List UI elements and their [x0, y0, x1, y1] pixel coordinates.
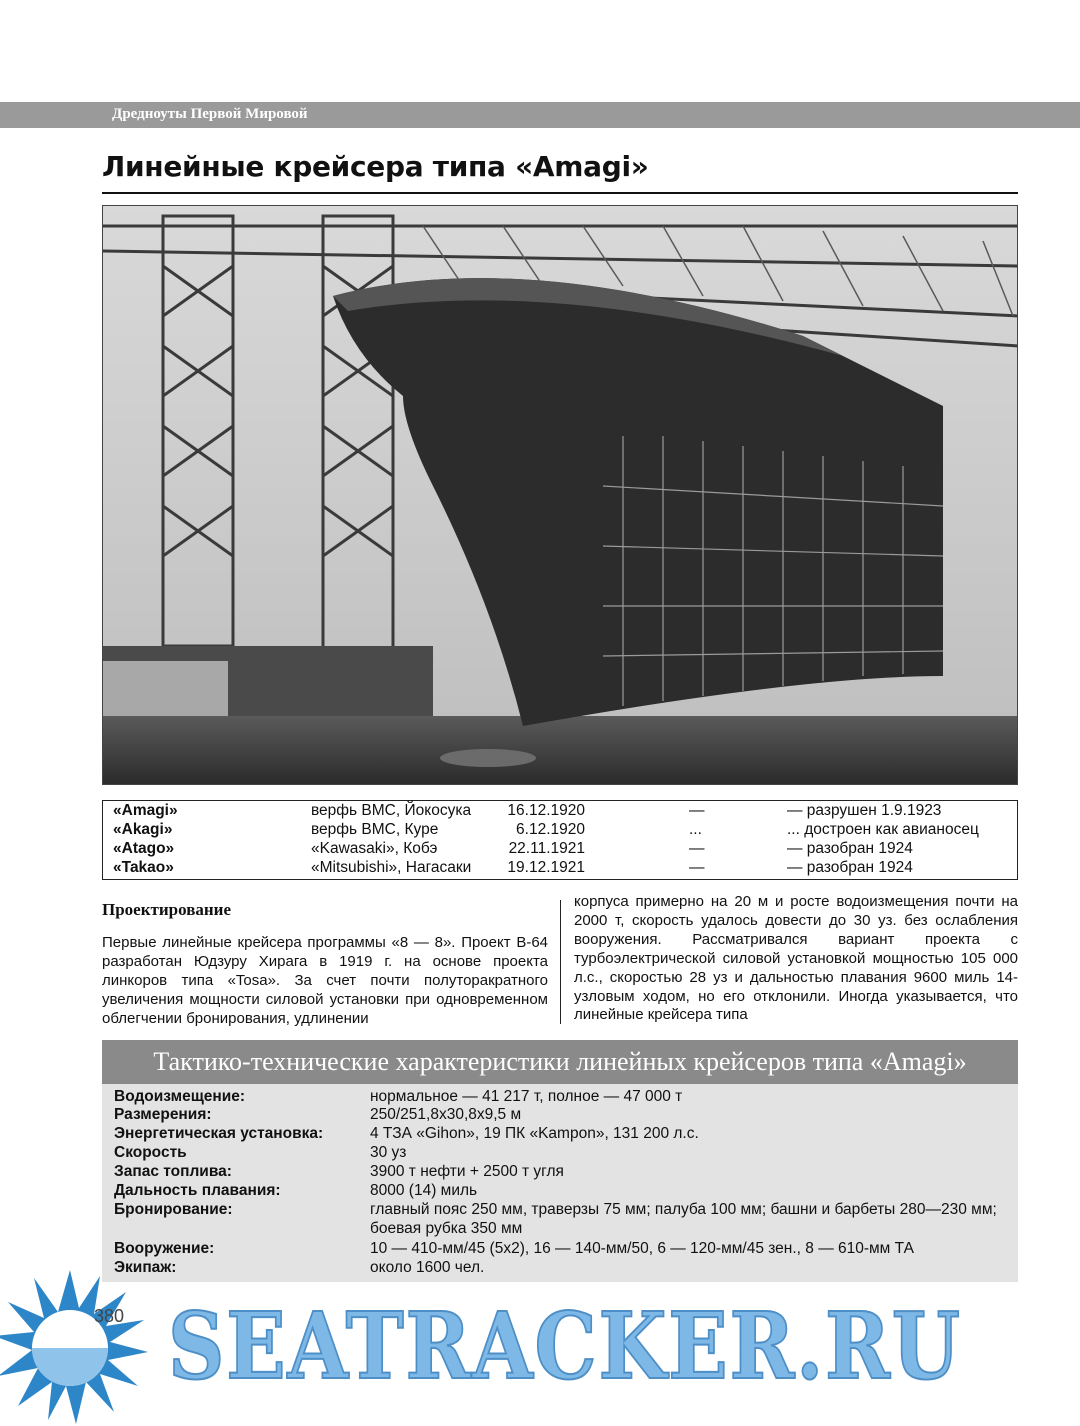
- ship-mid: ...: [689, 821, 702, 838]
- spec-value: около 1600 чел.: [370, 1259, 485, 1276]
- spec-label: Водоизмещение:: [114, 1088, 246, 1105]
- spec-value: 8000 (14) миль: [370, 1182, 478, 1199]
- ship-name: «Amagi»: [113, 802, 178, 819]
- ship-fate: — разрушен 1.9.1923: [787, 802, 942, 819]
- ship-fate: ... достроен как авианосец: [787, 821, 979, 838]
- design-paragraph-right: корпуса примерно на 20 м и росте водоизмещения почти на 2000 т, скорость удалось довести до 30 уз. без ослабления вооружения. Рассматривался вариант проекта с турбоэлектрической силовой установкой мощностью 105 000 л.с., скоростью 28 уз и дальностью плавания 9600 миль 14-узловым ходом, но его отклонили. Иногда указывается, что линейные крейсера типа: [574, 893, 1018, 1024]
- ship-date: 6.12.1920: [516, 821, 585, 838]
- ship-name: «Atago»: [113, 840, 175, 857]
- column-divider: [560, 900, 561, 1024]
- ship-name: «Akagi»: [113, 821, 173, 838]
- spec-value: 4 ТЗА «Gihon», 19 ПК «Kampon», 131 200 л.с.: [370, 1125, 699, 1142]
- section-bar: [0, 102, 1080, 128]
- spec-value: 10 — 410-мм/45 (5х2), 16 — 140-мм/50, 6 — 120-мм/45 зен., 8 — 610-мм ТА: [370, 1240, 914, 1257]
- ship-mid: —: [689, 859, 705, 876]
- spec-value: 3900 т нефти + 2500 т угля: [370, 1163, 564, 1180]
- ship-fate: — разобран 1924: [787, 840, 913, 857]
- spec-label: Скорость: [114, 1144, 187, 1161]
- specs-header: [102, 1040, 1018, 1084]
- spec-value: нормальное — 41 217 т, полное — 47 000 т: [370, 1088, 683, 1105]
- design-left-column: [102, 900, 548, 1029]
- ship-under-construction-illustration: [103, 206, 1018, 785]
- ship-yard: «Kawasaki», Кобэ: [311, 840, 438, 857]
- ship-yard: «Mitsubishi», Нагасаки: [311, 859, 472, 876]
- ship-row: [103, 802, 1017, 820]
- spec-label: Размерения:: [114, 1106, 212, 1123]
- ship-yard: верфь ВМС, Йокосука: [311, 802, 472, 819]
- spec-value: 30 уз: [370, 1144, 407, 1161]
- spec-label: Дальность плавания:: [114, 1182, 281, 1199]
- spec-label: Бронирование:: [114, 1201, 233, 1218]
- ship-yard: верфь ВМС, Куре: [311, 821, 439, 838]
- ship-date: 19.12.1921: [507, 859, 585, 876]
- title-rule: [102, 192, 1018, 194]
- page-number: 380: [94, 1306, 125, 1326]
- ship-row: [103, 821, 1017, 839]
- ship-photo: [102, 205, 1018, 785]
- ship-row: [103, 840, 1017, 858]
- design-right-column: [574, 893, 1018, 1025]
- section-title: Дредноуты Первой Мировой: [112, 106, 308, 122]
- ships-table: [102, 800, 1018, 880]
- page-title: Линейные крейсера типа «Amagi»: [102, 150, 649, 183]
- spec-label: Энергетическая установка:: [114, 1125, 324, 1142]
- spec-label: Экипаж:: [114, 1259, 177, 1276]
- ship-row: [103, 859, 1017, 877]
- spec-value: 250/251,8х30,8х9,5 м: [370, 1106, 522, 1123]
- spec-value: главный пояс 250 мм, траверзы 75 мм; палуба 100 мм; башни и барбеты 280—230 мм; боевая рубка 350 мм: [370, 1201, 997, 1237]
- ship-date: 22.11.1921: [508, 840, 585, 857]
- design-heading: Проектирование: [102, 900, 232, 919]
- ship-mid: —: [689, 802, 705, 819]
- spec-label: Вооружение:: [114, 1240, 215, 1257]
- ship-mid: —: [689, 840, 705, 857]
- ship-name: «Takao»: [113, 859, 174, 876]
- design-paragraph-left: Первые линейные крейсера программы «8 — 8». Проект В-64 разработан Юдзуру Хирага в 1919 г. на основе проекта линкоров типа «Tosa». За счет почти полуторакратного увеличения мощности силовой установки при одновременном облегчении бронирования, удлинении: [102, 934, 548, 1027]
- ship-fate: — разобран 1924: [787, 859, 913, 876]
- spec-label: Запас топлива:: [114, 1163, 232, 1180]
- specs-table: [102, 1084, 1018, 1282]
- watermark-text: SEATRACKER.RU: [168, 1292, 962, 1400]
- specs-title: Тактико-технические характеристики линейных крейсеров типа «Amagi»: [153, 1047, 967, 1076]
- ship-date: 16.12.1920: [507, 802, 585, 819]
